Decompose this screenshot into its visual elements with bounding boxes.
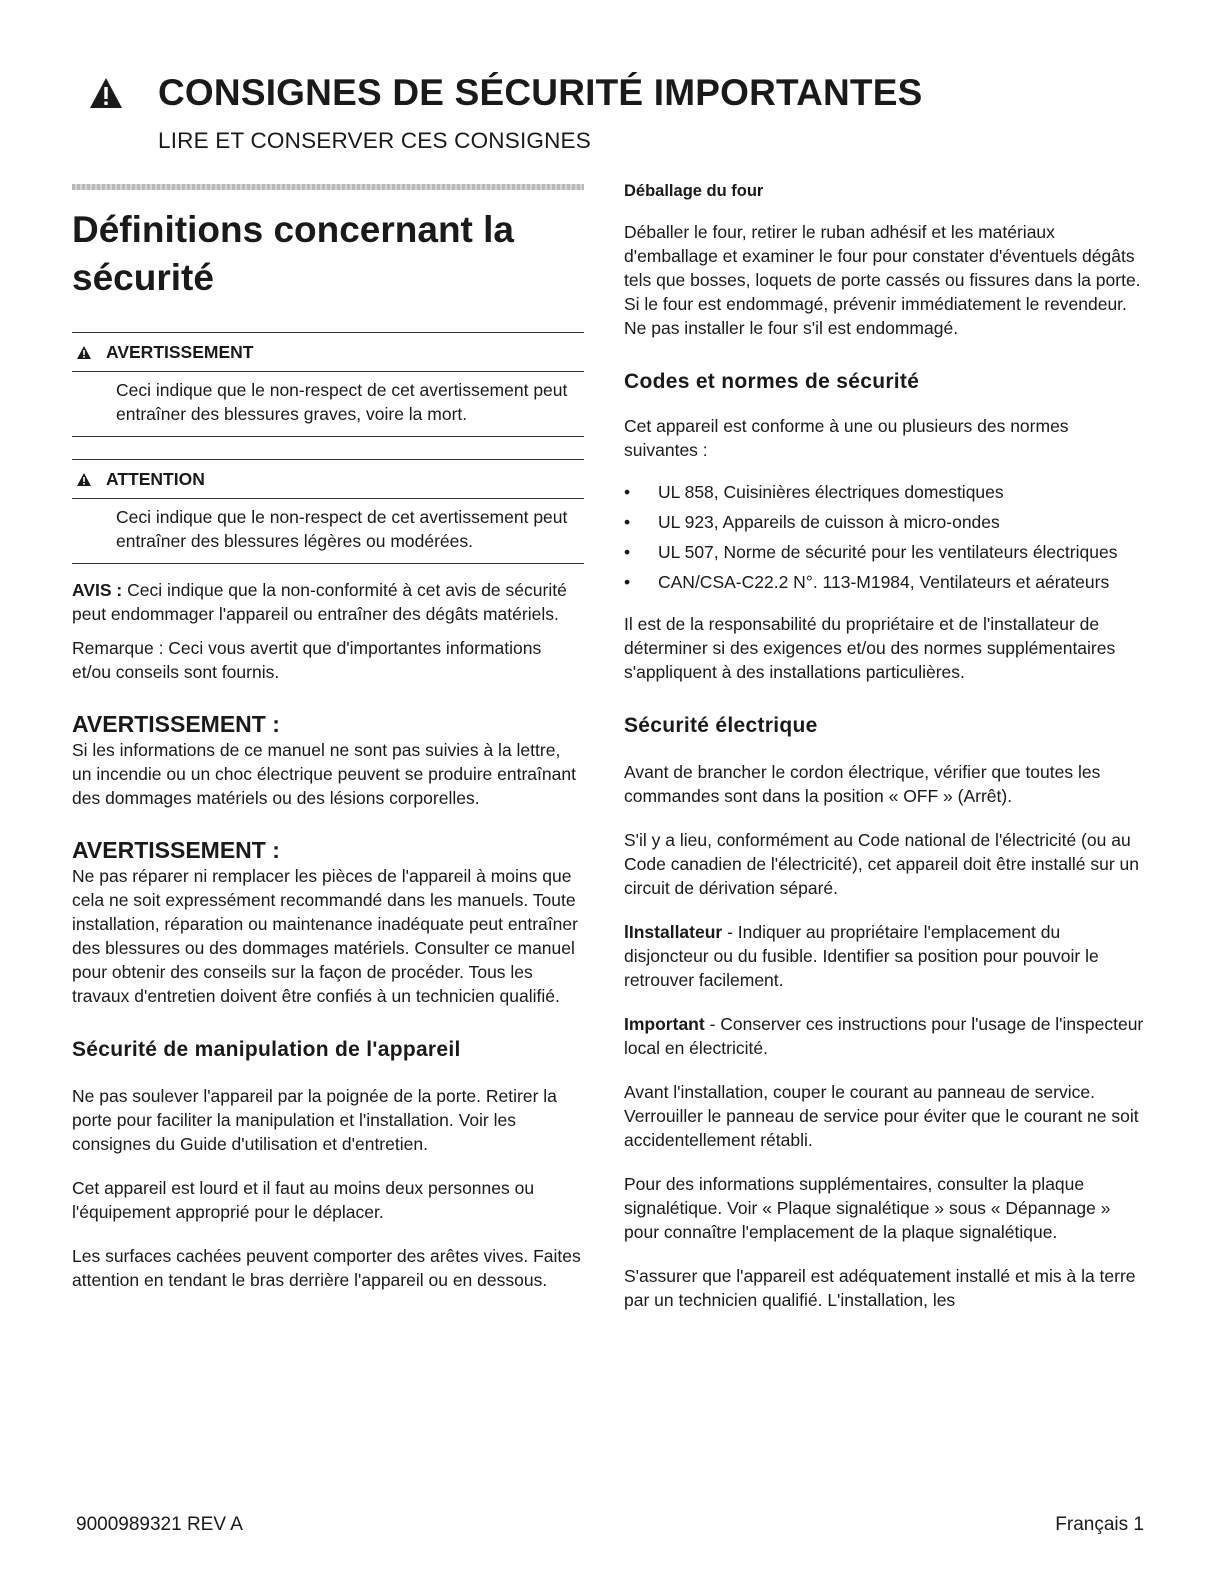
avertissement-text-1: Si les informations de ce manuel ne sont pas suivies à la lettre, un incendie ou un choc électrique peuvent se produire entraînant des dommages matériels ou des lésions corporelles. xyxy=(72,740,576,808)
section-title-line1: Définitions concernant la xyxy=(72,209,515,250)
handling-title: Sécurité de manipulation de l'appareil xyxy=(72,1038,461,1061)
section-divider xyxy=(72,184,584,190)
handling-paragraph-3: Les surfaces cachées peuvent comporter des arêtes vives. Faites attention en tendant le bras derrière l'appareil ou en dessous. xyxy=(72,1246,581,1290)
unpack-paragraph: Déballer le four, retirer le ruban adhésif et les matériaux d'emballage et examiner le four pour constater d'éventuels dégâts tels que bosses, loquets de porte cassés ou fissures dans la porte. Si le four est endommagé, prévenir immédiatement le revendeur. Ne pas installer le four s'il est endommagé. xyxy=(624,222,1141,338)
caution-box-header xyxy=(72,459,584,499)
section-title xyxy=(72,206,584,302)
remarque-paragraph: Remarque : Ceci vous avertit que d'importantes informations et/ou conseils sont fournis. xyxy=(72,638,542,682)
codes-list xyxy=(624,480,1144,594)
list-item-text: UL 858, Cuisinières électriques domestiques xyxy=(658,482,1004,502)
left-column xyxy=(72,180,584,1292)
warning-triangle-icon xyxy=(88,76,124,110)
bullet: • xyxy=(624,482,631,502)
page-header xyxy=(86,72,923,154)
avis-text: Ceci indique que la non-conformité à cet avis de sécurité peut endommager l'appareil ou entraîner des dégâts matériels. xyxy=(72,580,567,624)
avertissement-heading-1: AVERTISSEMENT : xyxy=(72,711,280,737)
warning-box-text: Ceci indique que le non-respect de cet avertissement peut entraîner des blessures graves, voire la mort. xyxy=(72,372,584,437)
caution-box-label: ATTENTION xyxy=(106,468,205,489)
avis-paragraph xyxy=(72,578,584,626)
main-title-row xyxy=(86,72,923,114)
avertissement-heading-2: AVERTISSEMENT : xyxy=(72,837,280,863)
caution-icon xyxy=(76,472,92,487)
bullet: • xyxy=(624,512,631,532)
main-title: CONSIGNES DE SÉCURITÉ IMPORTANTES xyxy=(158,72,923,113)
avis-label: AVIS : xyxy=(72,580,123,600)
installer-label: lInstallateur xyxy=(624,922,723,942)
caution-box xyxy=(72,459,584,564)
electrical-paragraph-6: Pour des informations supplémentaires, consulter la plaque signalétique. Voir « Plaque signalétique » sous « Dépannage » pour connaître l'emplacement de la plaque signalétique. xyxy=(624,1174,1111,1242)
codes-title: Codes et normes de sécurité xyxy=(624,370,920,393)
electrical-title: Sécurité électrique xyxy=(624,714,818,737)
section-title-line2: sécurité xyxy=(72,257,214,298)
list-item-text: UL 507, Norme de sécurité pour les ventilateurs électriques xyxy=(658,542,1118,562)
list-item xyxy=(624,540,1144,564)
unpack-title: Déballage du four xyxy=(624,182,764,200)
warning-box xyxy=(72,332,584,437)
handling-paragraph-2: Cet appareil est lourd et il faut au moins deux personnes ou l'équipement approprié pour le déplacer. xyxy=(72,1178,535,1222)
bullet: • xyxy=(624,572,631,592)
bullet: • xyxy=(624,542,631,562)
footer-doc-number: 9000989321 REV A xyxy=(76,1514,243,1535)
important-label: Important xyxy=(624,1014,705,1034)
footer-page-label: Français 1 xyxy=(1055,1514,1144,1535)
important-text: - Conserver ces instructions pour l'usage de l'inspecteur local en électricité. xyxy=(624,1014,1144,1058)
caution-box-text: Ceci indique que le non-respect de cet avertissement peut entraîner des blessures légères ou modérées. xyxy=(72,499,584,564)
warning-box-header xyxy=(72,332,584,372)
installer-text: - Indiquer au propriétaire l'emplacement du disjoncteur ou du fusible. Identifier sa position pour pouvoir le retrouver facilement. xyxy=(624,922,1099,990)
warning-box-label: AVERTISSEMENT xyxy=(106,341,254,362)
electrical-paragraph-7: S'assurer que l'appareil est adéquatement installé et mis à la terre par un technicien qualifié. L'installation, les xyxy=(624,1266,1136,1310)
codes-intro: Cet appareil est conforme à une ou plusieurs des normes suivantes : xyxy=(624,416,1069,460)
important-paragraph xyxy=(624,1012,1144,1060)
right-column xyxy=(624,180,1144,1312)
electrical-paragraph-2: S'il y a lieu, conformément au Code national de l'électricité (ou au Code canadien de l'électricité), cet appareil doit être installé sur un circuit de dérivation séparé. xyxy=(624,830,1140,898)
installer-paragraph xyxy=(624,920,1144,992)
electrical-paragraph-5: Avant l'installation, couper le courant au panneau de service. Verrouiller le panneau de service pour éviter que le courant ne soit accidentellement rétabli. xyxy=(624,1082,1139,1150)
avertissement-text-2: Ne pas réparer ni remplacer les pièces de l'appareil à moins que cela ne soit expressément recommandé dans les manuels. Toute installation, réparation ou maintenance inadéquate peut entraîner des blessures ou des dommages matériels. Consulter ce manuel pour obtenir des conseils sur la façon de procéder. Tous les travaux d'entretien doivent être confiés à un technicien qualifié. xyxy=(72,866,578,1006)
list-item-text: CAN/CSA-C22.2 N°. 113-M1984, Ventilateurs et aérateurs xyxy=(658,572,1110,592)
subtitle: LIRE ET CONSERVER CES CONSIGNES xyxy=(158,128,591,153)
warning-icon xyxy=(76,345,92,360)
list-item xyxy=(624,480,1144,504)
handling-paragraph-1: Ne pas soulever l'appareil par la poignée de la porte. Retirer la porte pour faciliter la manipulation et l'installation. Voir les consignes du Guide d'utilisation et d'entretien. xyxy=(72,1086,557,1154)
list-item-text: UL 923, Appareils de cuisson à micro-ondes xyxy=(658,512,1000,532)
codes-after-paragraph: Il est de la responsabilité du propriétaire et de l'installateur de déterminer si des exigences et/ou des normes supplémentaires s'appliquent à des installations particulières. xyxy=(624,614,1116,682)
list-item xyxy=(624,510,1144,534)
list-item xyxy=(624,570,1144,594)
electrical-paragraph-1: Avant de brancher le cordon électrique, vérifier que toutes les commandes sont dans la position « OFF » (Arrêt). xyxy=(624,762,1101,806)
